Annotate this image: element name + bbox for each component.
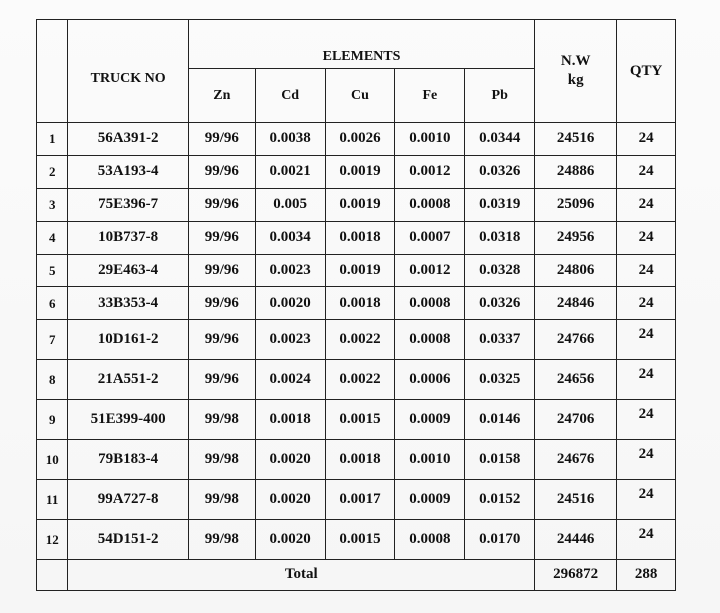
cd-cell: 0.0020 (255, 287, 325, 320)
cd-cell: 0.0023 (255, 254, 325, 287)
zn-cell: 99/96 (188, 287, 255, 320)
truck-no-cell: 21A551-2 (68, 360, 189, 400)
fe-header: Fe (395, 69, 465, 123)
nw-header (535, 20, 617, 123)
truck-no-cell: 33B353-4 (68, 287, 189, 320)
fe-cell: 0.0007 (395, 221, 465, 254)
cd-cell: 0.0024 (255, 360, 325, 400)
truck-no-cell: 75E396-7 (68, 188, 189, 221)
fe-cell: 0.0008 (395, 188, 465, 221)
fe-cell: 0.0008 (395, 519, 465, 559)
qty-cell: 24 (617, 123, 676, 156)
cu-cell: 0.0019 (325, 254, 395, 287)
cu-cell: 0.0018 (325, 287, 395, 320)
cd-cell: 0.0021 (255, 155, 325, 188)
qty-cell: 24 (617, 188, 676, 221)
table-row (37, 360, 676, 400)
index-header (37, 20, 68, 123)
row-index: 12 (37, 519, 68, 559)
qty-cell: 24 (617, 320, 676, 360)
nw-cell: 24656 (535, 360, 617, 400)
total-row (37, 559, 676, 590)
table-row (37, 320, 676, 360)
zn-cell: 99/98 (188, 400, 255, 440)
pb-cell: 0.0344 (465, 123, 535, 156)
truck-no-cell: 29E463-4 (68, 254, 189, 287)
row-index: 11 (37, 479, 68, 519)
qty-cell: 24 (617, 440, 676, 480)
qty-cell: 24 (617, 360, 676, 400)
table-row (37, 519, 676, 559)
qty-cell: 24 (617, 519, 676, 559)
table-row (37, 221, 676, 254)
table-row (37, 123, 676, 156)
pb-cell: 0.0325 (465, 360, 535, 400)
table-row (37, 155, 676, 188)
nw-cell: 24516 (535, 123, 617, 156)
row-index: 10 (37, 440, 68, 480)
table-row (37, 479, 676, 519)
cd-header: Cd (255, 69, 325, 123)
truck-no-header: TRUCK NO (68, 20, 189, 123)
fe-cell: 0.0010 (395, 440, 465, 480)
cd-cell: 0.0020 (255, 519, 325, 559)
table-row (37, 400, 676, 440)
pb-cell: 0.0158 (465, 440, 535, 480)
header-row-1 (37, 20, 676, 69)
zn-cell: 99/98 (188, 519, 255, 559)
cu-cell: 0.0019 (325, 188, 395, 221)
truck-no-cell: 56A391-2 (68, 123, 189, 156)
pb-cell: 0.0152 (465, 479, 535, 519)
qty-cell: 24 (617, 479, 676, 519)
cd-cell: 0.0023 (255, 320, 325, 360)
nw-cell: 24886 (535, 155, 617, 188)
pb-cell: 0.0146 (465, 400, 535, 440)
zn-cell: 99/96 (188, 123, 255, 156)
truck-no-cell: 99A727-8 (68, 479, 189, 519)
table-row (37, 188, 676, 221)
cu-header: Cu (325, 69, 395, 123)
fe-cell: 0.0010 (395, 123, 465, 156)
cd-cell: 0.0020 (255, 479, 325, 519)
qty-cell: 24 (617, 155, 676, 188)
nw-cell: 24956 (535, 221, 617, 254)
qty-cell: 24 (617, 400, 676, 440)
nw-cell: 24516 (535, 479, 617, 519)
cu-cell: 0.0018 (325, 221, 395, 254)
nw-cell: 24446 (535, 519, 617, 559)
truck-no-cell: 10B737-8 (68, 221, 189, 254)
qty-cell: 24 (617, 254, 676, 287)
fe-cell: 0.0008 (395, 320, 465, 360)
cu-cell: 0.0026 (325, 123, 395, 156)
fe-cell: 0.0006 (395, 360, 465, 400)
qty-cell: 24 (617, 287, 676, 320)
table-row (37, 254, 676, 287)
zn-cell: 99/96 (188, 254, 255, 287)
cd-cell: 0.0018 (255, 400, 325, 440)
row-index: 1 (37, 123, 68, 156)
cd-cell: 0.005 (255, 188, 325, 221)
total-index-blank (37, 559, 68, 590)
pb-cell: 0.0326 (465, 155, 535, 188)
zn-cell: 99/98 (188, 479, 255, 519)
nw-header-line2: kg (567, 72, 584, 88)
cd-cell: 0.0034 (255, 221, 325, 254)
cu-cell: 0.0022 (325, 360, 395, 400)
total-label: Total (68, 559, 535, 590)
cu-cell: 0.0015 (325, 519, 395, 559)
truck-no-cell: 10D161-2 (68, 320, 189, 360)
cu-cell: 0.0022 (325, 320, 395, 360)
cd-cell: 0.0038 (255, 123, 325, 156)
nw-header-line1: N.W (560, 53, 591, 70)
nw-cell: 24806 (535, 254, 617, 287)
row-index: 3 (37, 188, 68, 221)
fe-cell: 0.0008 (395, 287, 465, 320)
zn-header: Zn (188, 69, 255, 123)
pb-cell: 0.0337 (465, 320, 535, 360)
qty-header: QTY (617, 20, 676, 123)
nw-cell: 25096 (535, 188, 617, 221)
fe-cell: 0.0009 (395, 400, 465, 440)
row-index: 7 (37, 320, 68, 360)
fe-cell: 0.0009 (395, 479, 465, 519)
zn-cell: 99/96 (188, 320, 255, 360)
total-qty: 288 (617, 559, 676, 590)
nw-cell: 24706 (535, 400, 617, 440)
elements-table (36, 19, 676, 591)
zn-cell: 99/98 (188, 440, 255, 480)
truck-no-cell: 53A193-4 (68, 155, 189, 188)
truck-no-cell: 51E399-400 (68, 400, 189, 440)
zn-cell: 99/96 (188, 221, 255, 254)
zn-cell: 99/96 (188, 360, 255, 400)
pb-cell: 0.0319 (465, 188, 535, 221)
fe-cell: 0.0012 (395, 254, 465, 287)
qty-cell: 24 (617, 221, 676, 254)
nw-cell: 24846 (535, 287, 617, 320)
pb-cell: 0.0318 (465, 221, 535, 254)
cu-cell: 0.0018 (325, 440, 395, 480)
table-row (37, 287, 676, 320)
truck-no-cell: 54D151-2 (68, 519, 189, 559)
row-index: 9 (37, 400, 68, 440)
nw-cell: 24766 (535, 320, 617, 360)
zn-cell: 99/96 (188, 188, 255, 221)
cu-cell: 0.0015 (325, 400, 395, 440)
pb-cell: 0.0328 (465, 254, 535, 287)
row-index: 2 (37, 155, 68, 188)
fe-cell: 0.0012 (395, 155, 465, 188)
total-nw: 296872 (535, 559, 617, 590)
truck-no-cell: 79B183-4 (68, 440, 189, 480)
cu-cell: 0.0017 (325, 479, 395, 519)
row-index: 6 (37, 287, 68, 320)
pb-header: Pb (465, 69, 535, 123)
pb-cell: 0.0326 (465, 287, 535, 320)
row-index: 4 (37, 221, 68, 254)
pb-cell: 0.0170 (465, 519, 535, 559)
elements-header: ELEMENTS (188, 20, 534, 69)
row-index: 5 (37, 254, 68, 287)
cu-cell: 0.0019 (325, 155, 395, 188)
cd-cell: 0.0020 (255, 440, 325, 480)
zn-cell: 99/96 (188, 155, 255, 188)
nw-cell: 24676 (535, 440, 617, 480)
row-index: 8 (37, 360, 68, 400)
table-row (37, 440, 676, 480)
